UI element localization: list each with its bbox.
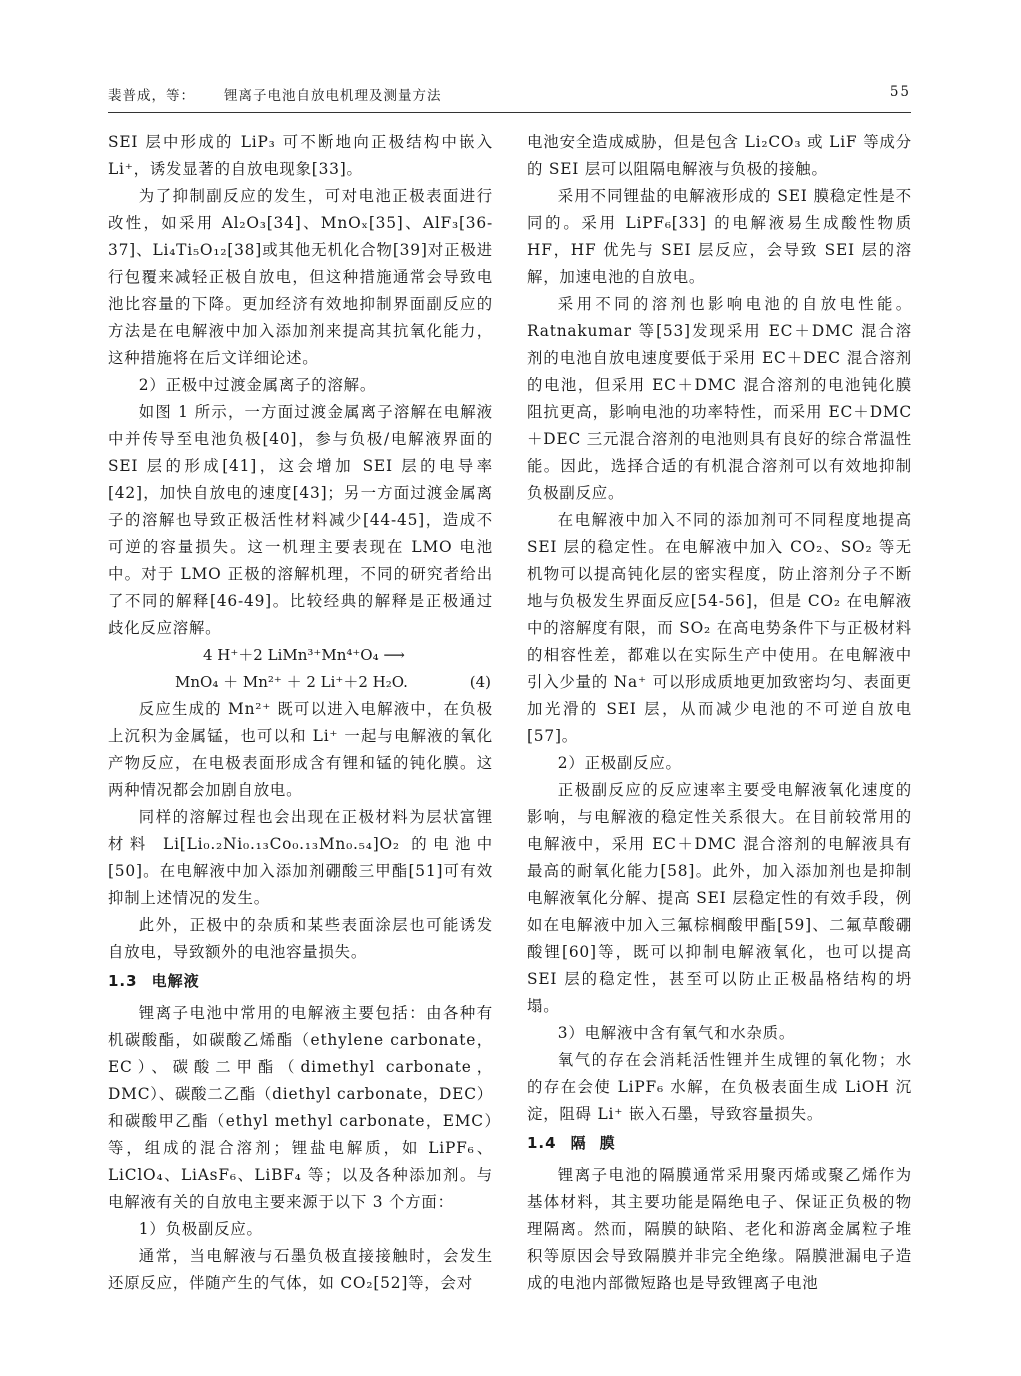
paragraph: 电池安全造成威胁，但是包含 Li₂CO₃ 或 LiF 等成分的 SEI 层可以阻隔电解液与负极的接触。	[527, 133, 912, 178]
equation-number: (4)	[469, 673, 491, 691]
equation-line-2	[108, 669, 493, 696]
paragraph: SEI 层中形成的 LiP₃ 可不断地向正极结构中嵌入 Li⁺，诱发显著的自放电现象[33]。	[108, 133, 493, 178]
section-heading-1-4	[527, 1130, 912, 1156]
left-column	[108, 129, 493, 1297]
equation-text: MnO₄ ＋ Mn²⁺ ＋ 2 Li⁺＋2 H₂O.	[175, 673, 408, 691]
section-number: 1.3	[108, 972, 138, 990]
paragraph: 反应生成的 Mn²⁺ 既可以进入电解液中，在负极上沉积为金属锰，也可以和 Li⁺ 一起与电解液的氧化产物反应，在电极表面形成含有锂和锰的钝化膜。这两种情况都会加剧自放电。	[108, 700, 493, 799]
paragraph: 正极副反应的反应速率主要受电解液氧化速度的影响，与电解液的稳定性关系很大。在目前较常用的电解液中，采用 EC＋DMC 混合溶剂的电解液具有最高的耐氧化能力[58]。此外，加入添加剂也是抑制电解液氧化分解、提高 SEI 层稳定性的有效手段，例如在电解液中加入三氟棕榈酸甲酯[59]、二氟草酸硼酸锂[60]等，既可以抑制电解液氧化，也可以提高 SEI 层的稳定性，甚至可以防止正极晶格结构的坍塌。	[527, 781, 912, 1015]
list-item: 3）电解液中含有氧气和水杂质。	[557, 1024, 796, 1042]
running-header	[108, 84, 911, 108]
paragraph: 此外，正极中的杂质和某些表面涂层也可能诱发自放电，导致额外的电池容量损失。	[108, 916, 493, 961]
paragraph: 如图 1 所示，一方面过渡金属离子溶解在电解液中并传导至电池负极[40]，参与负极/电解液界面的 SEI 层的形成[41]，这会增加 SEI 层的电导率[42]，加快自放电的速度[43]；另一方面过渡金属离子的溶解也导致正极活性材料减少[44-45]，造成不可逆的容量损失。这一机理主要表现在 LMO 电池中。对于 LMO 正极的溶解机理，不同的研究者给出了不同的解释[46-49]。比较经典的解释是正极通过歧化反应溶解。	[108, 403, 493, 637]
section-title: 隔膜	[570, 1134, 629, 1152]
paragraph: 采用不同的溶剂也影响电池的自放电性能。Ratnakumar 等[53]发现采用 EC＋DMC 混合溶剂的电池自放电速度要低于采用 EC＋DEC 混合溶剂的电池，但采用 EC＋DMC 混合溶剂的电池钝化膜阻抗更高，影响电池的功率特性，而采用 EC＋DMC＋DEC 三元混合溶剂的电池则具有良好的综合常温性能。因此，选择合适的有机混合溶剂可以有效地抑制负极副反应。	[527, 295, 912, 502]
paragraph: 通常，当电解液与石墨负极直接接触时，会发生还原反应，伴随产生的气体，如 CO₂[52]等，会对	[108, 1247, 493, 1292]
header-rule	[108, 112, 911, 113]
right-column	[527, 129, 912, 1297]
equation-line-1	[108, 642, 493, 669]
header-title: 锂离子电池自放电机理及测量方法	[224, 88, 442, 104]
list-item: 2）正极副反应。	[557, 754, 682, 772]
list-item: 2）正极中过渡金属离子的溶解。	[138, 376, 377, 394]
paragraph: 在电解液中加入不同的添加剂可不同程度地提高 SEI 层的稳定性。在电解液中加入 CO₂、SO₂ 等无机物可以提高钝化层的密实程度，防止溶剂分子不断地与负极发生界面反应[54-56]，但是 CO₂ 在电解液中的溶解度有限，而 SO₂ 在高电势条件下与正极材料的相容性差，都难以在实际生产中使用。在电解液中引入少量的 Na⁺ 可以形成质地更加致密均匀、表面更加光滑的 SEI 层，从而减少电池的不可逆自放电[57]。	[527, 511, 912, 745]
page-number: 55	[889, 84, 911, 100]
section-number: 1.4	[527, 1134, 557, 1152]
list-item: 1）负极副反应。	[138, 1220, 263, 1238]
paragraph: 锂离子电池中常用的电解液主要包括：由各种有机碳酸酯，如碳酸乙烯酯（ethylene carbonate，EC）、碳酸二甲酯（dimethyl carbonate，DMC）、碳酸二乙酯（diethyl carbonate，DEC）和碳酸甲乙酯（ethyl methyl carbonate，EMC）等，组成的混合溶剂；锂盐电解质，如 LiPF₆、LiClO₄、LiAsF₆、LiBF₄ 等；以及各种添加剂。与电解液有关的自放电主要来源于以下 3 个方面：	[108, 1004, 493, 1211]
section-title: 电解液	[151, 972, 200, 990]
header-authors: 裴普成，等：	[108, 88, 195, 104]
paragraph: 为了抑制副反应的发生，可对电池正极表面进行改性，如采用 Al₂O₃[34]、MnOₓ[35]、AlF₃[36-37]、Li₄Ti₅O₁₂[38]或其他无机化合物[39]对正极进行包覆来减轻正极自放电，但这种措施通常会导致电池比容量的下降。更加经济有效地抑制界面副反应的方法是在电解液中加入添加剂来提高其抗氧化能力，这种措施将在后文详细论述。	[108, 187, 493, 367]
section-heading-1-3	[108, 968, 493, 994]
paragraph: 采用不同锂盐的电解液形成的 SEI 膜稳定性是不同的。采用 LiPF₆[33] 的电解液易生成酸性物质 HF，HF 优先与 SEI 层反应，会导致 SEI 层的溶解，加速电池的自放电。	[527, 187, 912, 286]
paragraph: 同样的溶解过程也会出现在正极材料为层状富锂材料 Li[Li₀.₂Ni₀.₁₃Co₀.₁₃Mn₀.₅₄]O₂ 的电池中[50]。在电解液中加入添加剂硼酸三甲酯[51]可有效抑制上述情况的发生。	[108, 808, 493, 907]
paragraph: 锂离子电池的隔膜通常采用聚丙烯或聚乙烯作为基体材料，其主要功能是隔绝电子、保证正负极的物理隔离。然而，隔膜的缺陷、老化和游离金属粒子堆积等原因会导致隔膜并非完全绝缘。隔膜泄漏电子造成的电池内部微短路也是导致锂离子电池	[527, 1166, 912, 1292]
paragraph: 氧气的存在会消耗活性锂并生成锂的氧化物；水的存在会使 LiPF₆ 水解，在负极表面生成 LiOH 沉淀，阻碍 Li⁺ 嵌入石墨，导致容量损失。	[527, 1051, 912, 1123]
equation-text: 4 H⁺＋2 LiMn³⁺Mn⁴⁺O₄ ⟶	[203, 646, 405, 664]
